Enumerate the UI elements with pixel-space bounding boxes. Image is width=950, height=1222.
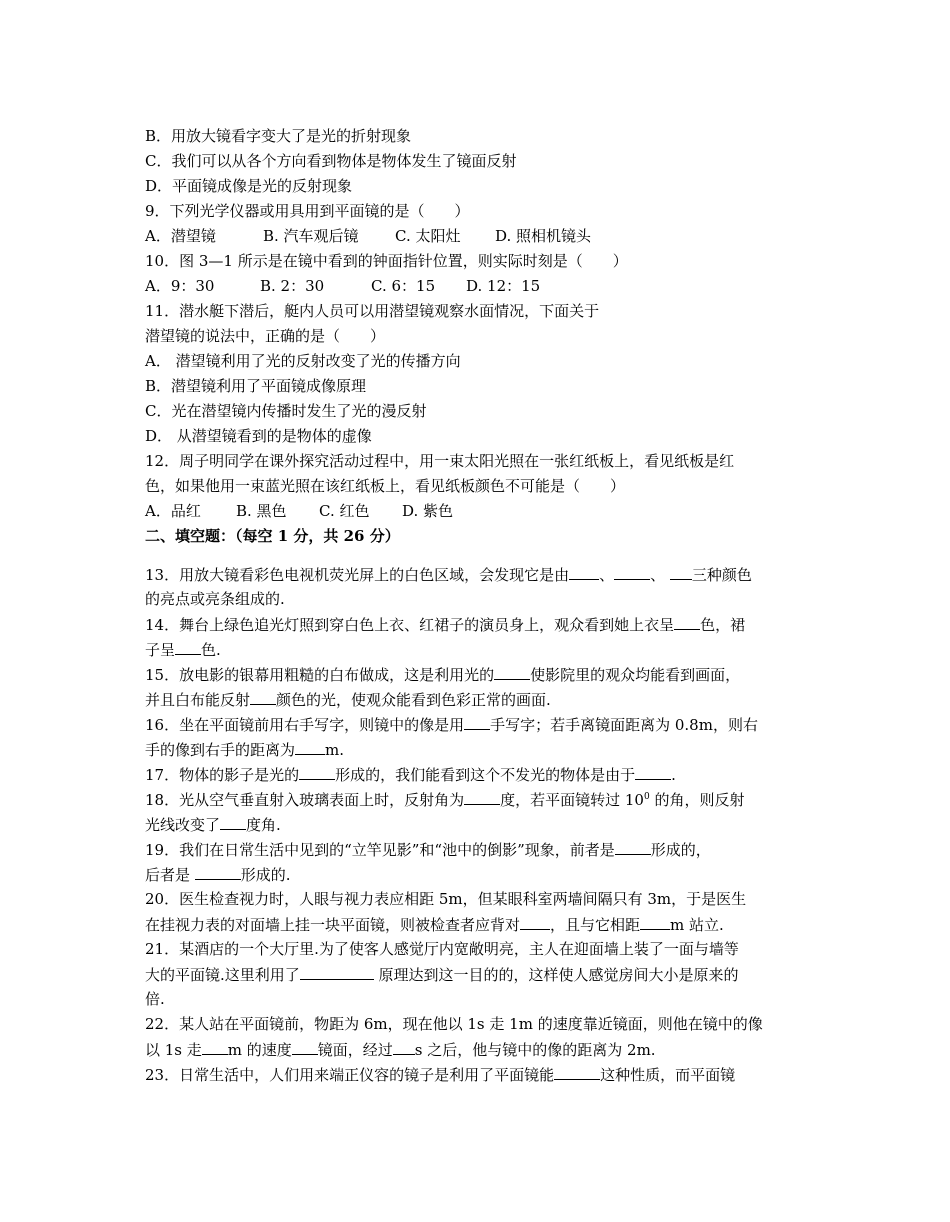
answer-blank[interactable]: [670, 562, 692, 580]
answer-blank[interactable]: [393, 1037, 415, 1055]
answer-blank[interactable]: [569, 562, 599, 580]
question-18-line2: 光线改变了 度角.: [145, 812, 815, 837]
q10-option-d: D. 12：15: [466, 277, 541, 295]
answer-blank[interactable]: [674, 612, 700, 630]
answer-blank[interactable]: [554, 1062, 600, 1080]
question-18-line1: 18．光从空气垂直射入玻璃表面上时，反射角为 度，若平面镜转过 $10^0$ 的角，则反射: [145, 787, 815, 812]
answer-blank[interactable]: [300, 962, 374, 980]
question-11-line2: 潜望镜的说法中，正确的是（ ）: [145, 327, 386, 345]
q10-option-c: C. 6：15: [371, 277, 436, 295]
question-9-options: [145, 224, 815, 249]
answer-blank[interactable]: [520, 912, 550, 930]
question-15-line2: 并且白布能反射 颜色的光，使观众能看到色彩正常的画面.: [145, 687, 815, 712]
question-21-line1: 21．某酒店的一个大厅里.为了使客人感觉厅内宽敞明亮，主人在迎面墙上装了一面与墙等: [145, 940, 739, 958]
question-9: 9．下列光学仪器或用具用到平面镜的是（ ）: [145, 202, 470, 220]
question-19-line1: 19．我们在日常生活中见到的“立竿见影”和“池中的倒影”现象，前者是 形成的，: [145, 837, 815, 862]
q9-option-a: A．潜望镜: [145, 227, 216, 245]
answer-blank[interactable]: [635, 762, 671, 780]
answer-blank[interactable]: [195, 862, 241, 880]
q11-option-a: A． 潜望镜利用了光的反射改变了光的传播方向: [145, 352, 461, 370]
answer-blank[interactable]: [640, 912, 670, 930]
question-15-line1: 15．放电影的银幕用粗糙的白布做成，这是利用光的 使影院里的观众均能看到画面，: [145, 662, 815, 687]
q12-option-c: C. 红色: [319, 502, 370, 520]
answer-blank[interactable]: [299, 762, 335, 780]
q9-option-c: C. 太阳灶: [395, 227, 461, 245]
question-19-line2: 后者是 形成的.: [145, 862, 815, 887]
question-17: 17．物体的影子是光的 形成的，我们能看到这个不发光的物体是由于 .: [145, 762, 815, 787]
question-10-options: [145, 274, 815, 299]
q8-option-c: C．我们可以从各个方向看到物体是物体发生了镜面反射: [145, 152, 517, 170]
q9-option-b: B. 汽车观后镜: [263, 227, 359, 245]
q9-option-d: D. 照相机镜头: [495, 227, 592, 245]
q12-option-a: A．品红: [145, 502, 201, 520]
section-2-heading: 二、填空题：（每空 1 分，共 26 分）: [145, 527, 400, 545]
q12-option-b: B. 黑色: [236, 502, 287, 520]
question-10: 10．图 3—1 所示是在镜中看到的钟面指针位置，则实际时刻是（ ）: [145, 252, 628, 270]
question-21-line3: 倍.: [145, 990, 165, 1008]
answer-blank[interactable]: [464, 787, 500, 805]
q8-option-d: D．平面镜成像是光的反射现象: [145, 177, 353, 195]
question-16-line1: 16．坐在平面镜前用右手写字，则镜中的像是用 手写字；若手离镜面距离为 0.8m，则右: [145, 712, 815, 737]
question-13-line1: 13．用放大镜看彩色电视机荧光屏上的白色区域，会发现它是由 、 、 三种颜色: [145, 562, 815, 587]
question-20-line1: 20．医生检查视力时，人眼与视力表应相距 5m，但某眼科室两墙间隔只有 3m，于是医生: [145, 890, 747, 908]
question-22-line2: 以 1s 走 m 的速度 镜面，经过 s 之后，他与镜中的像的距离为 2m.: [145, 1037, 815, 1062]
answer-blank[interactable]: [220, 812, 246, 830]
q12-option-d: D. 紫色: [402, 502, 454, 520]
answer-blank[interactable]: [614, 562, 650, 580]
q8-option-b: B．用放大镜看字变大了是光的折射现象: [145, 127, 412, 145]
question-12-line1: 12．周子明同学在课外探究活动过程中，用一束太阳光照在一张红纸板上，看见纸板是红: [145, 452, 735, 470]
answer-blank[interactable]: [615, 837, 651, 855]
answer-blank[interactable]: [295, 737, 325, 755]
answer-blank[interactable]: [494, 662, 530, 680]
answer-blank[interactable]: [292, 1037, 318, 1055]
question-13-line2: 的亮点或亮条组成的.: [145, 590, 285, 608]
question-16-line2: 手的像到右手的距离为 m.: [145, 737, 815, 762]
question-20-line2: 在挂视力表的对面墙上挂一块平面镜，则被检查者应背对 ，且与它相距 m 站立.: [145, 912, 815, 937]
question-21-line2: 大的平面镜.这里利用了 原理达到这一目的的，这样使人感觉房间大小是原来的: [145, 962, 815, 987]
answer-blank[interactable]: [202, 1037, 228, 1055]
question-23-line1: 23．日常生活中，人们用来端正仪容的镜子是利用了平面镜能 这种性质，而平面镜: [145, 1062, 815, 1087]
question-12-line2: 色，如果他用一束蓝光照在该红纸板上，看见纸板颜色不可能是（ ）: [145, 477, 626, 495]
question-14-line1: 14．舞台上绿色追光灯照到穿白色上衣、红裙子的演员身上，观众看到她上衣呈 色，裙: [145, 612, 815, 637]
question-22-line1: 22．某人站在平面镜前，物距为 6m，现在他以 1s 走 1m 的速度靠近镜面，则他在镜中的像: [145, 1015, 763, 1033]
question-14-line2: 子呈 色.: [145, 637, 815, 662]
q10-option-a: A．9：30: [145, 277, 215, 295]
question-11-line1: 11．潜水艇下潜后，艇内人员可以用潜望镜观察水面情况，下面关于: [145, 302, 600, 320]
q11-option-c: C．光在潜望镜内传播时发生了光的漫反射: [145, 402, 427, 420]
answer-blank[interactable]: [250, 687, 276, 705]
answer-blank[interactable]: [175, 637, 201, 655]
q11-option-b: B．潜望镜利用了平面镜成像原理: [145, 377, 367, 395]
question-12-options: [145, 499, 815, 524]
answer-blank[interactable]: [464, 712, 490, 730]
q10-option-b: B. 2：30: [260, 277, 325, 295]
worksheet-page: [145, 124, 815, 1087]
q11-option-d: D． 从潜望镜看到的是物体的虚像: [145, 427, 372, 445]
